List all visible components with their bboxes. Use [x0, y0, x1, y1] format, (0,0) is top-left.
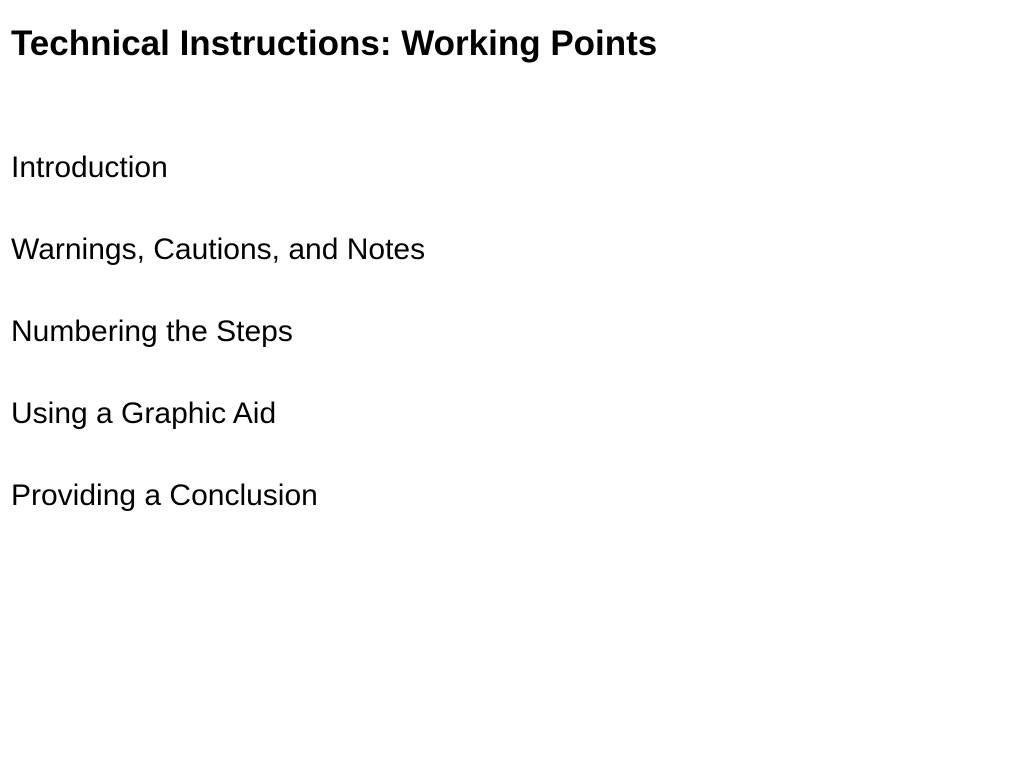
topic-graphic-aid: Using a Graphic Aid — [11, 397, 277, 430]
topic-warnings-cautions-notes: Warnings, Cautions, and Notes — [11, 233, 426, 266]
topic-numbering-steps: Numbering the Steps — [11, 315, 293, 348]
topic-conclusion: Providing a Conclusion — [11, 479, 318, 512]
topic-introduction: Introduction — [11, 151, 168, 184]
slide-title: Technical Instructions: Working Points — [11, 24, 658, 63]
topic-list — [11, 148, 425, 516]
